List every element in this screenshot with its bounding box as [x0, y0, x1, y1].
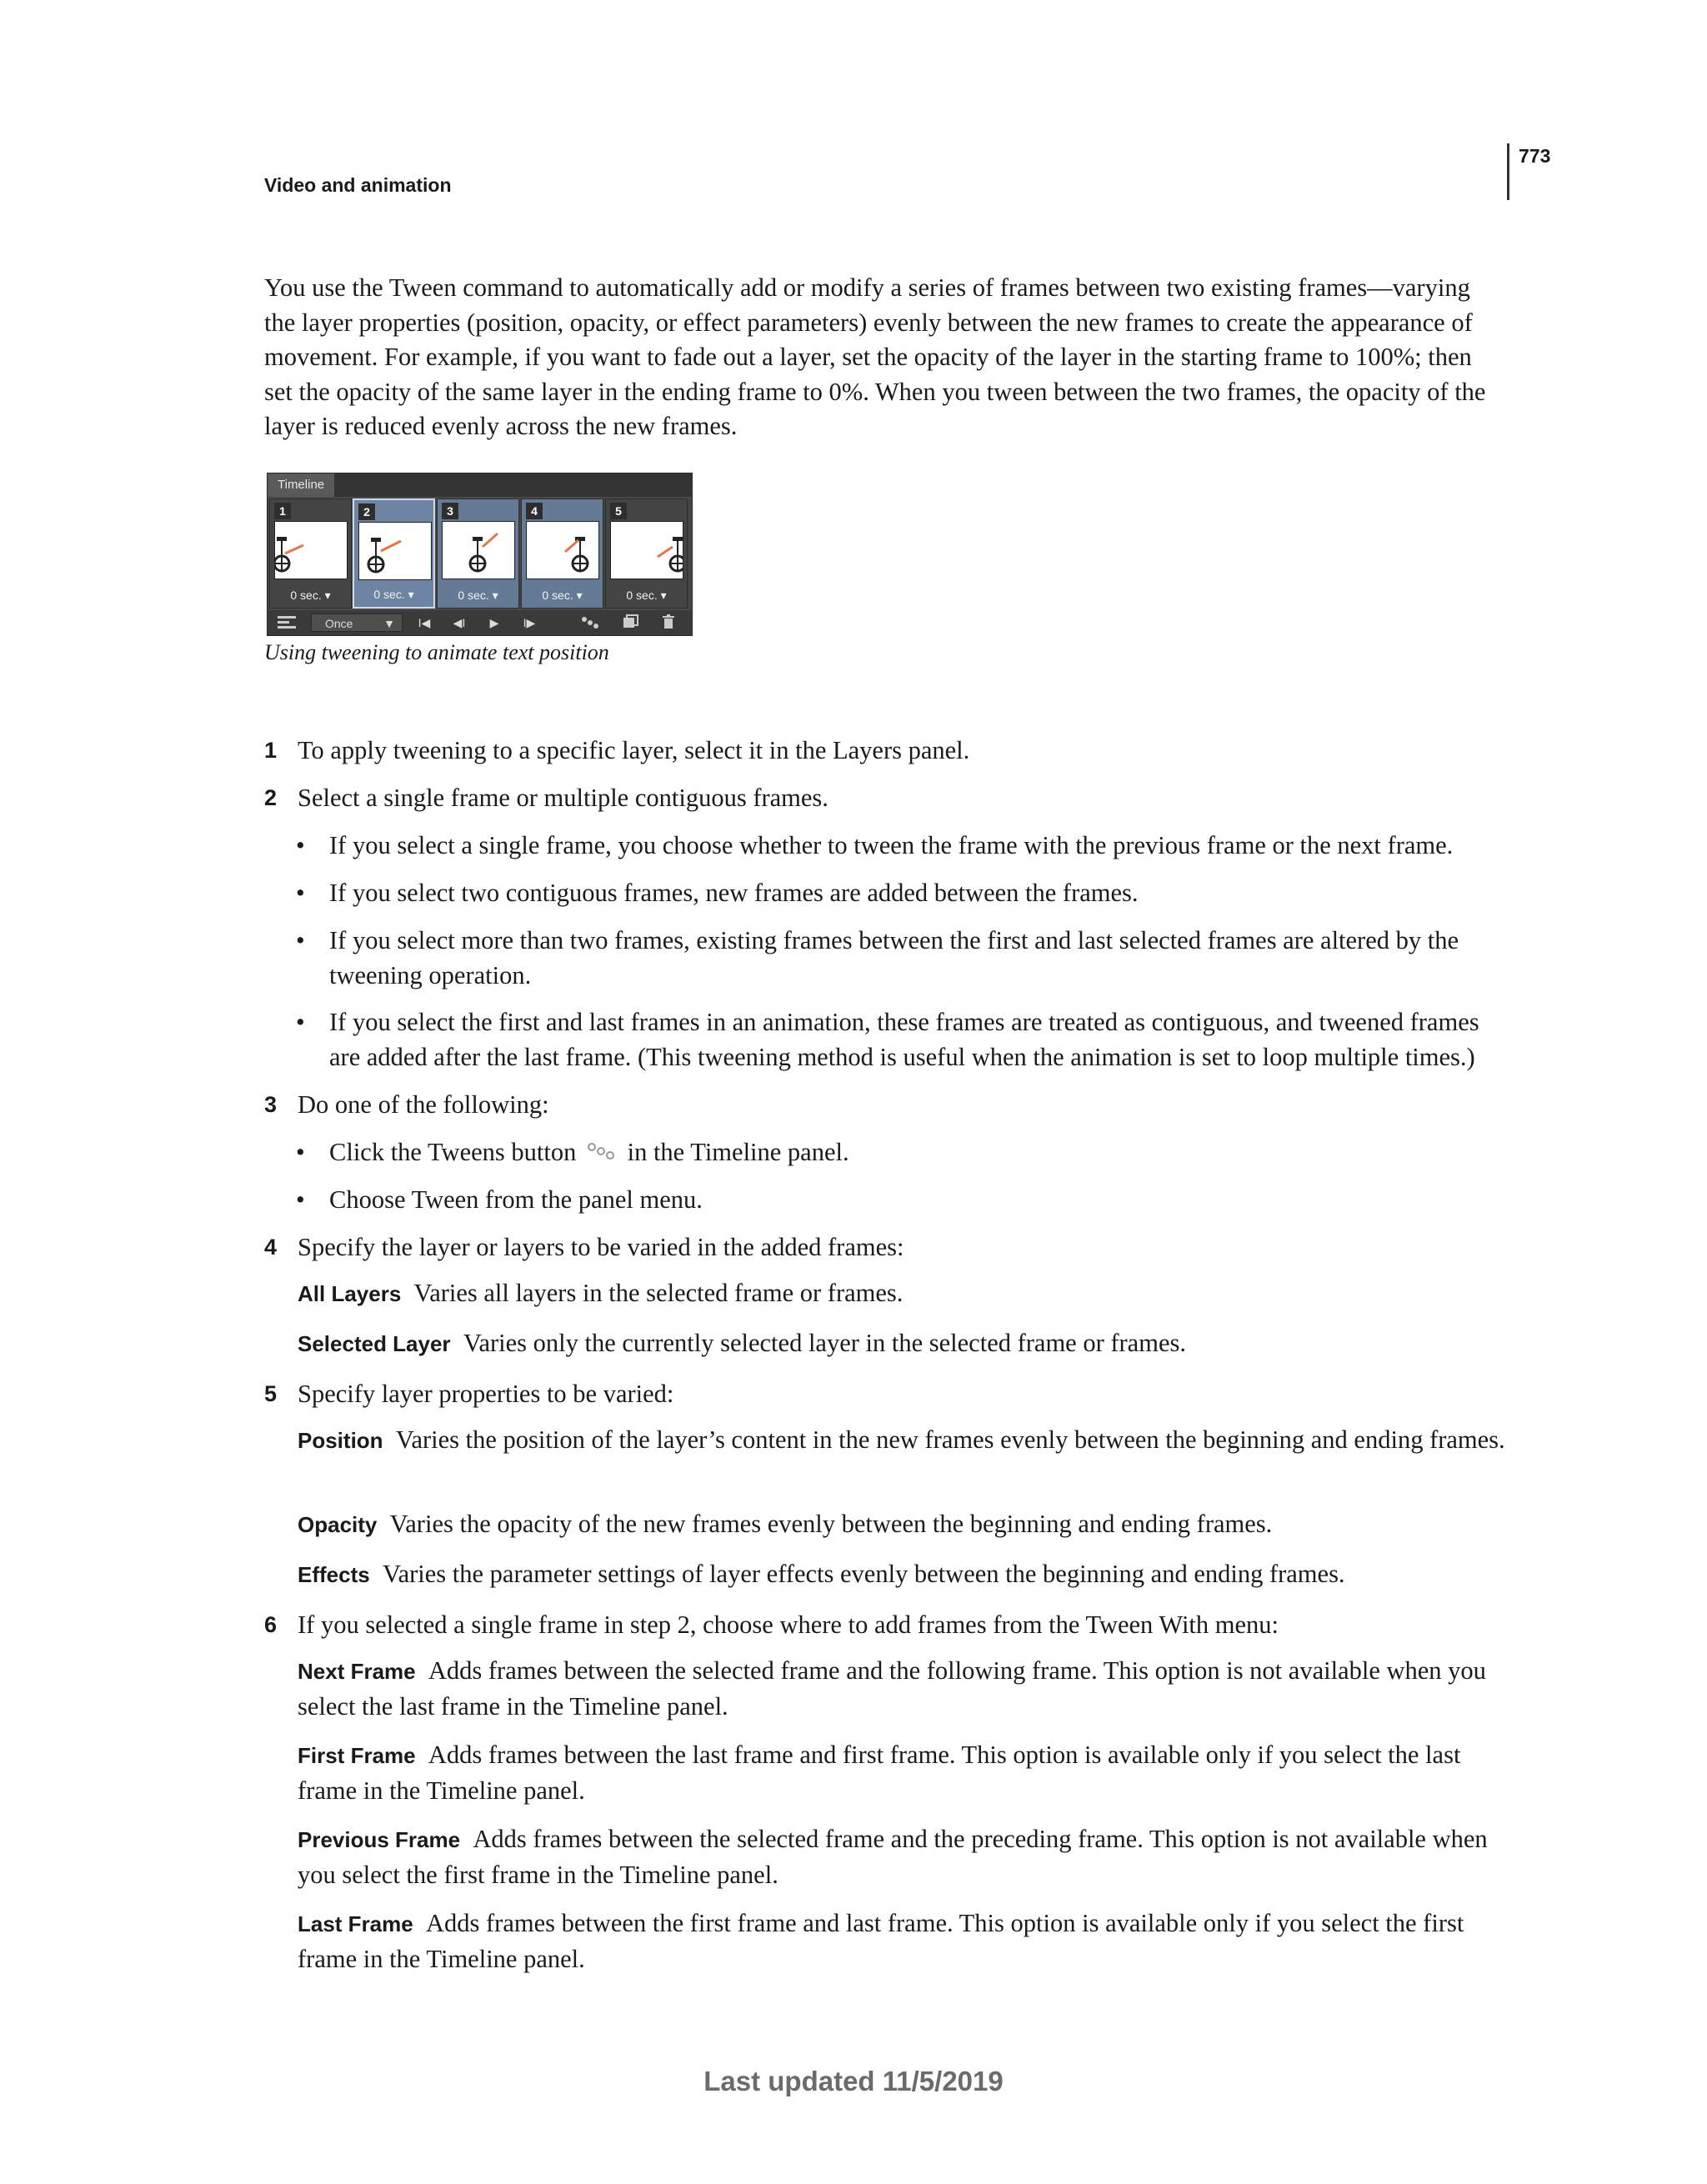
- step-number: 1: [264, 738, 278, 763]
- definition-item: [298, 1557, 1506, 1593]
- first-frame-button[interactable]: I◀: [418, 616, 431, 629]
- step-text: Select a single frame or multiple contiguous frames.: [298, 784, 828, 812]
- step-number: 3: [264, 1092, 278, 1117]
- timeline-frames: [268, 498, 692, 609]
- header-rule: [1507, 143, 1509, 200]
- bullet-text: If you select more than two frames, existing frames between the first and last selected frames are altered by the tweening operation.: [329, 926, 1459, 989]
- definition-item: [298, 1654, 1506, 1724]
- frame-number: 3: [442, 503, 458, 519]
- bullet: •: [296, 831, 305, 859]
- definition-text: Adds frames between the selected frame and the preceding frame. This option is not available when you select the first frame in the Timeline panel.: [298, 1825, 1488, 1889]
- definition-term: All Layers: [298, 1281, 402, 1306]
- definition-item: [298, 1738, 1506, 1808]
- definition-item: [298, 1507, 1506, 1543]
- definition-item: [298, 1423, 1506, 1459]
- unicycle-thumbnail-icon: [359, 523, 431, 579]
- section-title: Video and animation: [264, 174, 452, 196]
- frame-number: 4: [526, 503, 543, 519]
- step-number: 2: [264, 785, 278, 810]
- bullet-text: [329, 1135, 1506, 1170]
- bullet-text: If you select the first and last frames in an animation, these frames are treated as contiguous, and tweened frames are added after the last frame. (This tweening method is useful when the animation is set to loop multiple times.): [329, 1008, 1479, 1071]
- frame-thumbnail: [610, 521, 683, 579]
- frame-delay-dropdown[interactable]: 0 sec. ▾: [290, 589, 331, 602]
- previous-frame-button[interactable]: ◀I: [453, 616, 466, 629]
- definition-term: Previous Frame: [298, 1827, 461, 1852]
- definition-term: Last Frame: [298, 1911, 413, 1936]
- definition-term: Position: [298, 1428, 383, 1453]
- frame-number: 5: [610, 503, 627, 519]
- definition-term: First Frame: [298, 1743, 416, 1768]
- definition-text: Varies all layers in the selected frame or frames.: [413, 1279, 904, 1307]
- step-number: 5: [264, 1381, 278, 1406]
- frame-thumbnail: [358, 522, 432, 580]
- definition-text: Adds frames between the first frame and last frame. This option is available only if you select the first frame in the Timeline panel.: [298, 1909, 1464, 1973]
- bullet: •: [296, 1138, 305, 1166]
- definition-term: Next Frame: [298, 1659, 416, 1684]
- bullet-text-before: Click the Tweens button: [329, 1138, 577, 1166]
- definition-text: Varies the position of the layer’s content in the new frames evenly between the beginning and ending frames.: [395, 1425, 1505, 1454]
- unicycle-thumbnail-icon: [527, 522, 598, 579]
- unicycle-thumbnail-icon: [443, 522, 514, 579]
- definition-term: Selected Layer: [298, 1331, 451, 1356]
- loop-options-label: Once: [325, 617, 353, 630]
- convert-timeline-icon[interactable]: [274, 614, 299, 632]
- figure-caption: Using tweening to animate text position: [264, 640, 609, 664]
- timeline-frame[interactable]: [605, 498, 688, 609]
- loop-options-dropdown[interactable]: [311, 614, 403, 632]
- frame-delay-dropdown[interactable]: 0 sec. ▾: [542, 589, 583, 602]
- step-number: 4: [264, 1235, 278, 1260]
- step-text: If you selected a single frame in step 2, choose where to add frames from the Tween With menu:: [298, 1610, 1279, 1639]
- step-number: 6: [264, 1612, 278, 1637]
- bullet-text: Choose Tween from the panel menu.: [329, 1185, 703, 1214]
- definition-term: Opacity: [298, 1512, 378, 1537]
- bullet-text: If you select a single frame, you choose whether to tween the frame with the previous frame or the next frame.: [329, 831, 1454, 859]
- page-number: 773: [1519, 145, 1551, 167]
- timeline-tab[interactable]: Timeline: [268, 473, 334, 497]
- unicycle-thumbnail-icon: [275, 522, 347, 579]
- timeline-frame[interactable]: [521, 498, 603, 609]
- bullet: •: [296, 1185, 305, 1214]
- trash-icon[interactable]: [656, 614, 681, 632]
- bullet: •: [296, 1008, 305, 1036]
- unicycle-thumbnail-icon: [611, 522, 683, 579]
- frame-delay-dropdown[interactable]: 0 sec. ▾: [626, 589, 667, 602]
- play-button[interactable]: ▶: [489, 616, 499, 629]
- definition-text: Varies the parameter settings of layer effects evenly between the beginning and ending frames.: [382, 1560, 1345, 1588]
- frame-delay-dropdown[interactable]: 0 sec. ▾: [373, 588, 414, 601]
- intro-paragraph: You use the Tween command to automatically add or modify a series of frames between two existing frames—varying the layer properties (position, opacity, or effect parameters) evenly between the new frames to create the appearance of movement. For example, if you want to fade out a layer, set the opacity of the layer in the starting frame to 100%; then set the opacity of the same layer in the ending frame to 0%. When you tween between the two frames, the opacity of the layer is reduced evenly across the new frames.: [264, 273, 1486, 440]
- dropdown-arrow-icon: ▼: [383, 617, 395, 630]
- bullet-text-after: in the Timeline panel.: [627, 1138, 849, 1166]
- definition-item: [298, 1326, 1506, 1362]
- definition-text: Varies the opacity of the new frames evenly between the beginning and ending frames.: [389, 1510, 1273, 1538]
- frame-number: 2: [358, 503, 375, 520]
- frame-thumbnail: [526, 521, 599, 579]
- step-text: Specify the layer or layers to be varied in the added frames:: [298, 1233, 904, 1261]
- timeline-controls: [268, 610, 692, 635]
- footer-last-updated: Last updated 11/5/2019: [703, 2066, 1004, 2096]
- timeline-frame[interactable]: [353, 498, 435, 609]
- bullet-text: If you select two contiguous frames, new frames are added between the frames.: [329, 879, 1139, 907]
- tweens-icon: [586, 1140, 618, 1162]
- duplicate-frame-icon[interactable]: [618, 614, 643, 632]
- bullet: •: [296, 926, 305, 954]
- definition-item: [298, 1276, 1506, 1312]
- definition-item: [298, 1906, 1506, 1976]
- timeline-panel: [267, 473, 693, 636]
- definition-text: Adds frames between the selected frame and the following frame. This option is not available when you select the last frame in the Timeline panel.: [298, 1656, 1486, 1721]
- step-text: To apply tweening to a specific layer, select it in the Layers panel.: [298, 736, 970, 764]
- bullet: •: [296, 879, 305, 907]
- step-text: Do one of the following:: [298, 1090, 549, 1119]
- timeline-titlebar: [268, 473, 692, 497]
- timeline-frame[interactable]: [437, 498, 519, 609]
- definition-term: Effects: [298, 1562, 370, 1587]
- timeline-frame[interactable]: [269, 498, 352, 609]
- tween-icon[interactable]: [578, 614, 603, 632]
- definition-text: Varies only the currently selected layer in the selected frame or frames.: [463, 1329, 1186, 1357]
- frame-delay-dropdown[interactable]: 0 sec. ▾: [458, 589, 498, 602]
- step-text: Specify layer properties to be varied:: [298, 1380, 674, 1408]
- frame-thumbnail: [442, 521, 515, 579]
- definition-item: [298, 1822, 1506, 1892]
- next-frame-button[interactable]: I▶: [523, 616, 536, 629]
- frame-number: 1: [274, 503, 291, 519]
- frame-thumbnail: [274, 521, 348, 579]
- definition-text: Adds frames between the last frame and first frame. This option is available only if you select the last frame in the Timeline panel.: [298, 1741, 1461, 1805]
